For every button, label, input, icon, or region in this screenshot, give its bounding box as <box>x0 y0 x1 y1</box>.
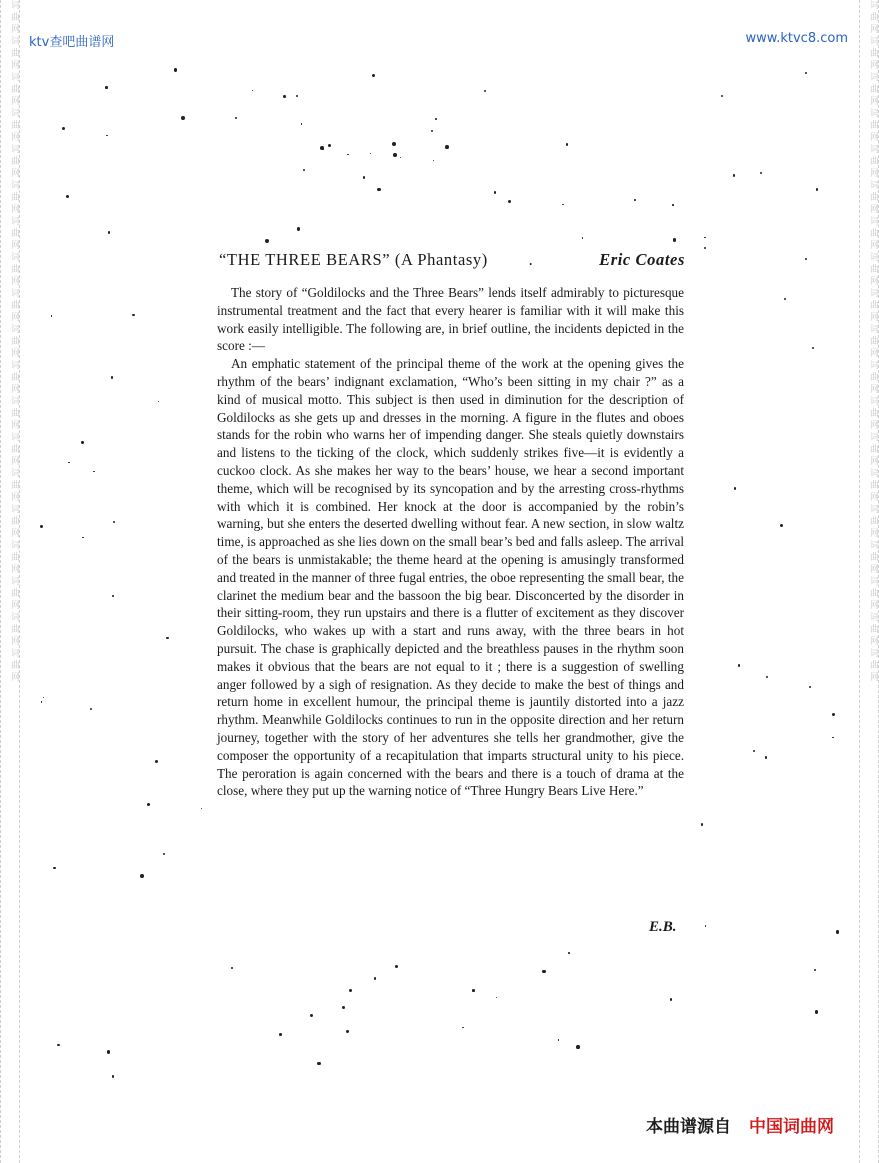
scan-speck <box>753 750 755 752</box>
scan-speck <box>113 521 115 523</box>
scan-speck <box>301 123 303 125</box>
composer-name: Eric Coates <box>599 250 685 269</box>
watermark-url: www.ktvc8.com <box>745 31 848 46</box>
scan-speck <box>181 116 185 120</box>
scan-speck <box>765 756 767 758</box>
scan-speck <box>105 86 108 89</box>
scan-speck <box>445 145 449 149</box>
scan-speck <box>733 174 735 176</box>
scan-speck <box>342 1006 345 1009</box>
scan-speck <box>400 157 401 158</box>
scan-speck <box>812 347 814 349</box>
scan-speck <box>721 95 724 98</box>
scan-speck <box>576 1045 580 1049</box>
scan-speck <box>701 823 704 826</box>
scan-speck <box>51 315 52 316</box>
scan-speck <box>582 237 584 239</box>
scan-speck <box>297 227 301 231</box>
scan-speck <box>484 90 486 92</box>
paragraph-description: An emphatic statement of the principal theme of the work at the opening gives the rhythm of the bears’ indignant exclamation, “Who’s been sitting in my chair ?” as a kind of musical motto. This subject is then used in diminution for the description of Goldilocks as she gets up and dresses in the morning. A figure in the flutes and oboes stands for the robin who warns her of impending danger. She steals quietly downstairs and listens to the ticking of the clock, which suddenly strikes five—it is evidently a cuckoo clock. As she makes her way to the bears’ house, we hear a second important theme, which will be recognised by its syncopation and by the arresting cross-rhythms with which it is combined. Her knock at the door is accompanied by the robin’s warning, but she enters the deserted dwelling without fear. A new section, in slow waltz time, is approached as she lies down on the small bear’s bed and falls asleep. The arrival of the bears is unmistakable; the theme heard at the opening is amusingly transformed and treated in the manner of three fugal entries, the oboe representing the small bear, the clarinet the medium bear and the bassoon the big bear. Disconcerted by the disorder in their sitting-room, they run upstairs and there is a flutter of excitement as they discover Goldilocks, who wakes up with a start and runs away, with the three bears in hot pursuit. The chase is graphically depicted and the breathless pauses in the rhythm soon makes it obvious that the bears are not equal to it ; there is a suggestion of swelling anger followed by a sigh of resignation. As they decide to make the best of things and return home in excellent humour, the principal theme is jauntily distorted into a jazz rhythm. Meanwhile Goldilocks continues to run in the opposite direction and her return journey, together with the story of her adventures she tells her grandmother, give the composer the opportunity of a recapitulation that imparts structural unity to his piece. The peroration is again concerned with the bears and there is a touch of drama at the close, where they put up the warning notice of “Three Hungry Bears Live Here.” <box>217 356 684 799</box>
scan-speck <box>558 1039 560 1041</box>
scan-speck <box>40 525 43 528</box>
paragraph-intro: The story of “Goldilocks and the Three Bears” lends itself admirably to picturesque instrumental treatment and the fact that every hearer is familiar with it will make this work easily intelligible. The following are, in brief outline, the incidents depicted in the score :— <box>217 285 684 354</box>
scan-speck <box>158 401 159 402</box>
scan-speck <box>310 1014 313 1017</box>
scan-speck <box>832 713 835 716</box>
scan-speck <box>174 68 178 72</box>
scan-speck <box>562 204 564 206</box>
scan-speck <box>111 376 113 378</box>
scan-speck <box>163 853 165 855</box>
scan-speck <box>166 637 168 639</box>
scan-speck <box>393 153 397 157</box>
scan-speck <box>568 952 570 954</box>
scan-speck <box>433 160 434 161</box>
scan-speck <box>704 237 705 238</box>
scan-speck <box>108 231 110 233</box>
scan-speck <box>494 191 496 193</box>
scan-speck <box>252 90 253 91</box>
footer-source <box>646 1112 834 1137</box>
scan-speck <box>809 686 811 688</box>
scan-speck <box>265 239 269 243</box>
scan-speck <box>673 238 676 241</box>
scan-speck <box>392 142 396 146</box>
right-margin-strip <box>859 0 879 1163</box>
program-note <box>217 284 684 800</box>
scan-speck <box>816 188 818 190</box>
left-margin-strip <box>0 0 20 1163</box>
scan-speck <box>377 188 381 192</box>
scan-speck <box>508 200 511 203</box>
scan-speck <box>805 258 807 260</box>
scan-speck <box>431 130 433 132</box>
scan-speck <box>147 803 150 806</box>
scan-speck <box>283 95 286 98</box>
scan-speck <box>140 874 144 878</box>
scan-speck <box>760 172 762 174</box>
scan-speck <box>201 808 202 809</box>
scan-speck <box>93 471 95 473</box>
scan-speck <box>784 298 786 300</box>
scan-speck <box>107 1050 110 1053</box>
scan-speck <box>462 1027 463 1028</box>
scan-speck <box>705 925 706 926</box>
scan-speck <box>472 989 475 992</box>
scan-speck <box>62 127 65 130</box>
scan-speck <box>68 462 70 464</box>
scan-speck <box>328 144 332 148</box>
scan-speck <box>90 708 92 710</box>
scan-speck <box>231 967 233 969</box>
scan-speck <box>53 867 55 869</box>
scan-speck <box>132 314 134 316</box>
scan-speck <box>766 676 768 678</box>
scan-speck <box>435 118 437 120</box>
scan-speck <box>279 1033 282 1036</box>
scan-speck <box>235 117 237 119</box>
title-separator: . <box>528 250 534 269</box>
scan-speck <box>836 930 839 933</box>
scan-speck <box>155 760 158 763</box>
scan-speck <box>41 701 42 702</box>
scan-speck <box>82 537 83 538</box>
right-margin-watermark: 词曲网词曲网词曲网词曲网词曲网词曲网词曲网词曲网词曲网词曲网词曲网词曲网词曲网词曲网词曲网词曲网词曲网词曲网词曲网 <box>868 0 878 684</box>
scan-speck <box>566 143 568 145</box>
left-margin-watermark: 词曲网词曲网词曲网词曲网词曲网词曲网词曲网词曲网词曲网词曲网词曲网词曲网词曲网词曲网词曲网词曲网词曲网词曲网词曲网 <box>9 0 19 684</box>
scan-speck <box>370 153 372 155</box>
scan-speck <box>734 487 736 489</box>
scan-speck <box>805 72 807 74</box>
scan-speck <box>81 441 83 443</box>
scan-speck <box>106 135 108 137</box>
footer-brand: 中国词曲网 <box>749 1117 834 1137</box>
title-text: “THE THREE BEARS” (A Phantasy) <box>219 250 488 269</box>
scan-speck <box>43 697 44 698</box>
scan-speck <box>296 95 298 97</box>
author-signature: E.B. <box>649 919 677 935</box>
scan-speck <box>395 965 398 968</box>
watermark-site-name: ktv查吧曲谱网 <box>29 35 115 50</box>
scan-speck <box>346 1030 349 1033</box>
scan-speck <box>347 154 348 155</box>
scan-speck <box>112 1075 114 1077</box>
scan-speck <box>672 204 673 205</box>
scan-speck <box>815 1010 819 1014</box>
page-title <box>219 250 685 270</box>
scan-speck <box>374 977 377 980</box>
scan-speck <box>112 595 114 597</box>
scan-speck <box>814 969 816 971</box>
scan-speck <box>66 195 69 198</box>
scan-speck <box>349 989 352 992</box>
scan-speck <box>634 199 636 201</box>
scan-speck <box>670 998 673 1001</box>
scan-speck <box>363 176 365 178</box>
footer-source-label: 本曲谱源自 <box>646 1117 731 1137</box>
scan-speck <box>496 997 497 998</box>
scan-speck <box>322 148 323 149</box>
scan-speck <box>704 247 706 249</box>
scan-speck <box>832 737 833 738</box>
scan-speck <box>738 664 740 666</box>
scan-speck <box>542 970 546 974</box>
scan-speck <box>303 169 305 171</box>
scan-speck <box>317 1062 320 1065</box>
scan-speck <box>372 74 375 77</box>
scan-speck <box>780 524 784 528</box>
scan-speck <box>57 1044 60 1047</box>
